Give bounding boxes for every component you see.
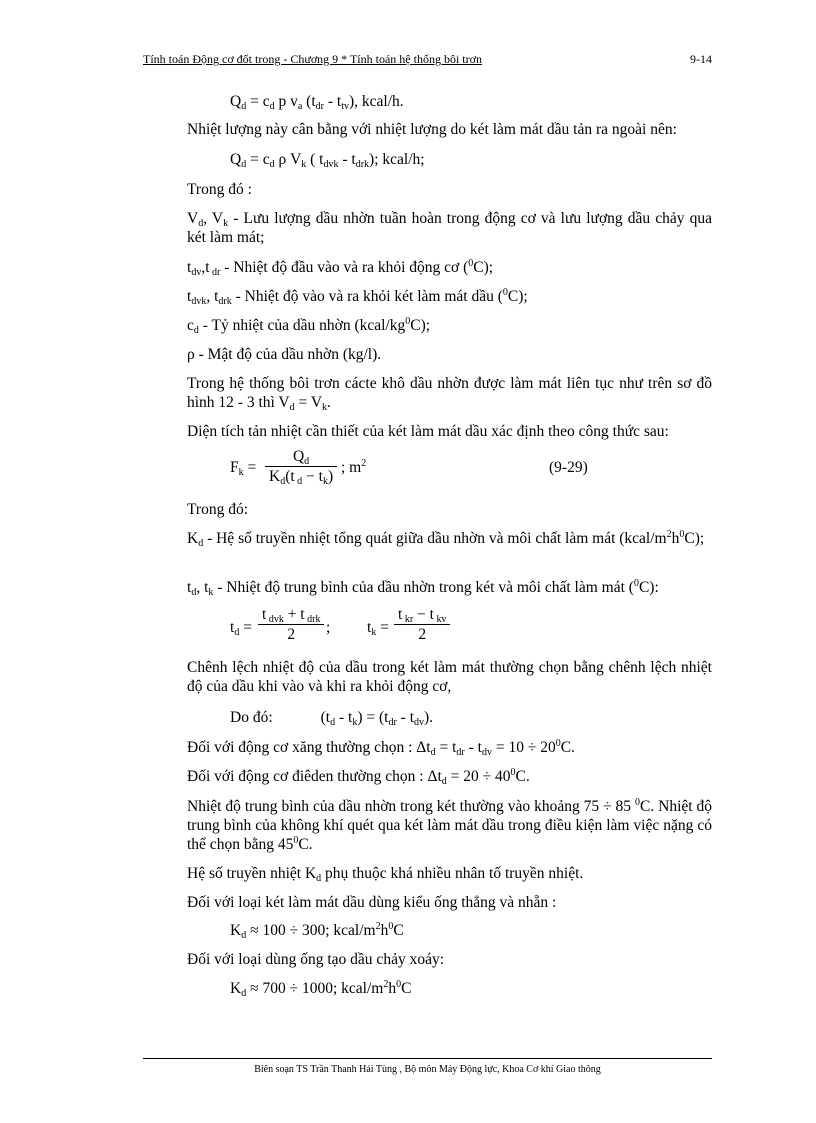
paragraph-area-formula-intro: Diện tích tản nhiệt cần thiết của két làm mát dầu xác định theo công thức sau: — [187, 423, 669, 440]
page-number: 9-14 — [690, 52, 712, 66]
td-fraction: t $_{dvk}$ + t $_{drk}$ 2 — [258, 605, 324, 644]
line-diesel-engine: Đối với động cơ điêden thường chọn : $\Delta t_d = 20 \div 40^0C$. — [187, 767, 530, 787]
where-heading-2: Trong đó: — [187, 501, 249, 518]
equation-fk: $F_k$ = $\frac{Q_d}{K_d(t _d - t_k)}$ ; $m^2$ (9-29) — [230, 448, 588, 487]
definition-density: ρ - Mật độ của dầu nhờn (kg/l). — [187, 346, 382, 363]
paragraph-kd-dependence: Hệ số truyền nhiệt $K_d$ phụ thuộc khá nhiều nhân tố truyền nhiệt. — [187, 865, 584, 884]
page-footer: Biên soạn TS Trần Thanh Hải Tùng , Bộ môn Máy Động lực, Khoa Cơ khí Giao thông — [254, 1064, 601, 1075]
definition-flow-rates: $V_d$, $V_k$ - Lưu lượng dầu nhờn tuần hoàn trong động cơ và lưu lượng dầu chảy qua két làm mát; — [187, 210, 712, 246]
equation-label: (9-29) — [549, 459, 588, 476]
definition-cooler-temps: $t_{dvk}$, $t_{drk}$ - Nhiệt độ vào và ra khỏi két làm mát dầu ($^0$C); — [187, 287, 528, 307]
paragraph-dry-sump: Trong hệ thống bôi trơn cácte khô dầu nhờn được làm mát liên tục như trên sơ đồ hình 12 - 3 thì $V_d = V_k$. — [187, 375, 712, 413]
equation-qd-1: $Q_d = c_d$ p $v_a$ $(t_{dr} - t_{tv})$, kcal/h. — [230, 93, 404, 112]
equation-therefore: Do đó: $(t_d - t_k) = (t_{dr} - t_{dv})$. — [230, 709, 434, 728]
fk-fraction: $\frac{Q_d}{K_d(t _d - t_k)}$ — [265, 447, 337, 486]
definition-engine-temps: $t_{dv},t$ $_{dr}$ - Nhiệt độ đầu vào và ra khỏi động cơ ($^0$C); — [187, 258, 494, 278]
paragraph-heat-balance: Nhiệt lượng này cân bằng với nhiệt lượng do két làm mát dầu tản ra ngoài nên: — [187, 121, 677, 138]
equation-mean-temps: $t_d$ = t $_{dvk}$ + t $_{drk}$ 2 ; $t_k$ = $\frac{t _{kr} - t _{kv}}{2}$ — [143, 605, 712, 653]
footer-divider — [143, 1058, 712, 1059]
definition-mean-temps: $t_d$, $t_k$ - Nhiệt độ trung bình của dầu nhờn trong két và môi chất làm mát ($^0$C): — [187, 578, 659, 598]
paragraph-average-temperature: Nhiệt độ trung bình của dầu nhờn trong két thường vào khoảng 75 ÷ 85 $^0$C. Nhiệt độ trung bình của không khí quét qua két làm mát dầu trong điều kiện làm việc nặng có thể chọn bằng $45^0C$. — [187, 797, 712, 853]
equation-kd-swirl: $K_d \approx 700 \div 1000$; kcal/$m^2h^0C$ — [230, 979, 412, 999]
equation-qd-2: $Q_d = c_d$ ρ $V_k$ ( $t_{dvk} - t_{drk}$); kcal/h; — [230, 151, 425, 170]
page-header — [143, 52, 712, 67]
line-gasoline-engine: Đối với động cơ xăng thường chọn : $\Delta t_d = t_{dr} - t_{dv} = 10 \div 20^0C$. — [187, 738, 575, 758]
definition-heat-transfer-coeff: $K_d$ - Hệ số truyền nhiệt tổng quát giữa dầu nhờn và môi chất làm mát $(kcal/m^2h^0C)$; — [187, 529, 705, 549]
tk-fraction: $\frac{t _{kr} - t _{kv}}{2}$ — [394, 605, 450, 644]
header-title: Tính toán Động cơ đốt trong - Chương 9 * Tính toán hệ thống bôi trơn — [143, 52, 482, 66]
equation-kd-straight: $K_d \approx 100 \div 300$; kcal/$m^2h^0C$ — [230, 921, 404, 941]
paragraph-straight-tube: Đối với loại két làm mát dầu dùng kiểu ống thẳng và nhẵn : — [187, 894, 557, 911]
paragraph-temperature-difference: Chênh lệch nhiệt độ của dầu trong két làm mát thường chọn bằng chênh lệch nhiệt độ của dầu khi vào và khi ra khỏi động cơ, — [187, 659, 712, 695]
where-heading-1: Trong đó : — [187, 181, 252, 198]
paragraph-swirl-tube: Đối với loại dùng ống tạo dầu chảy xoáy: — [187, 951, 445, 968]
definition-specific-heat: $c_d$ - Tỷ nhiệt của dầu nhờn $(kcal/kg^0C)$; — [187, 316, 431, 336]
